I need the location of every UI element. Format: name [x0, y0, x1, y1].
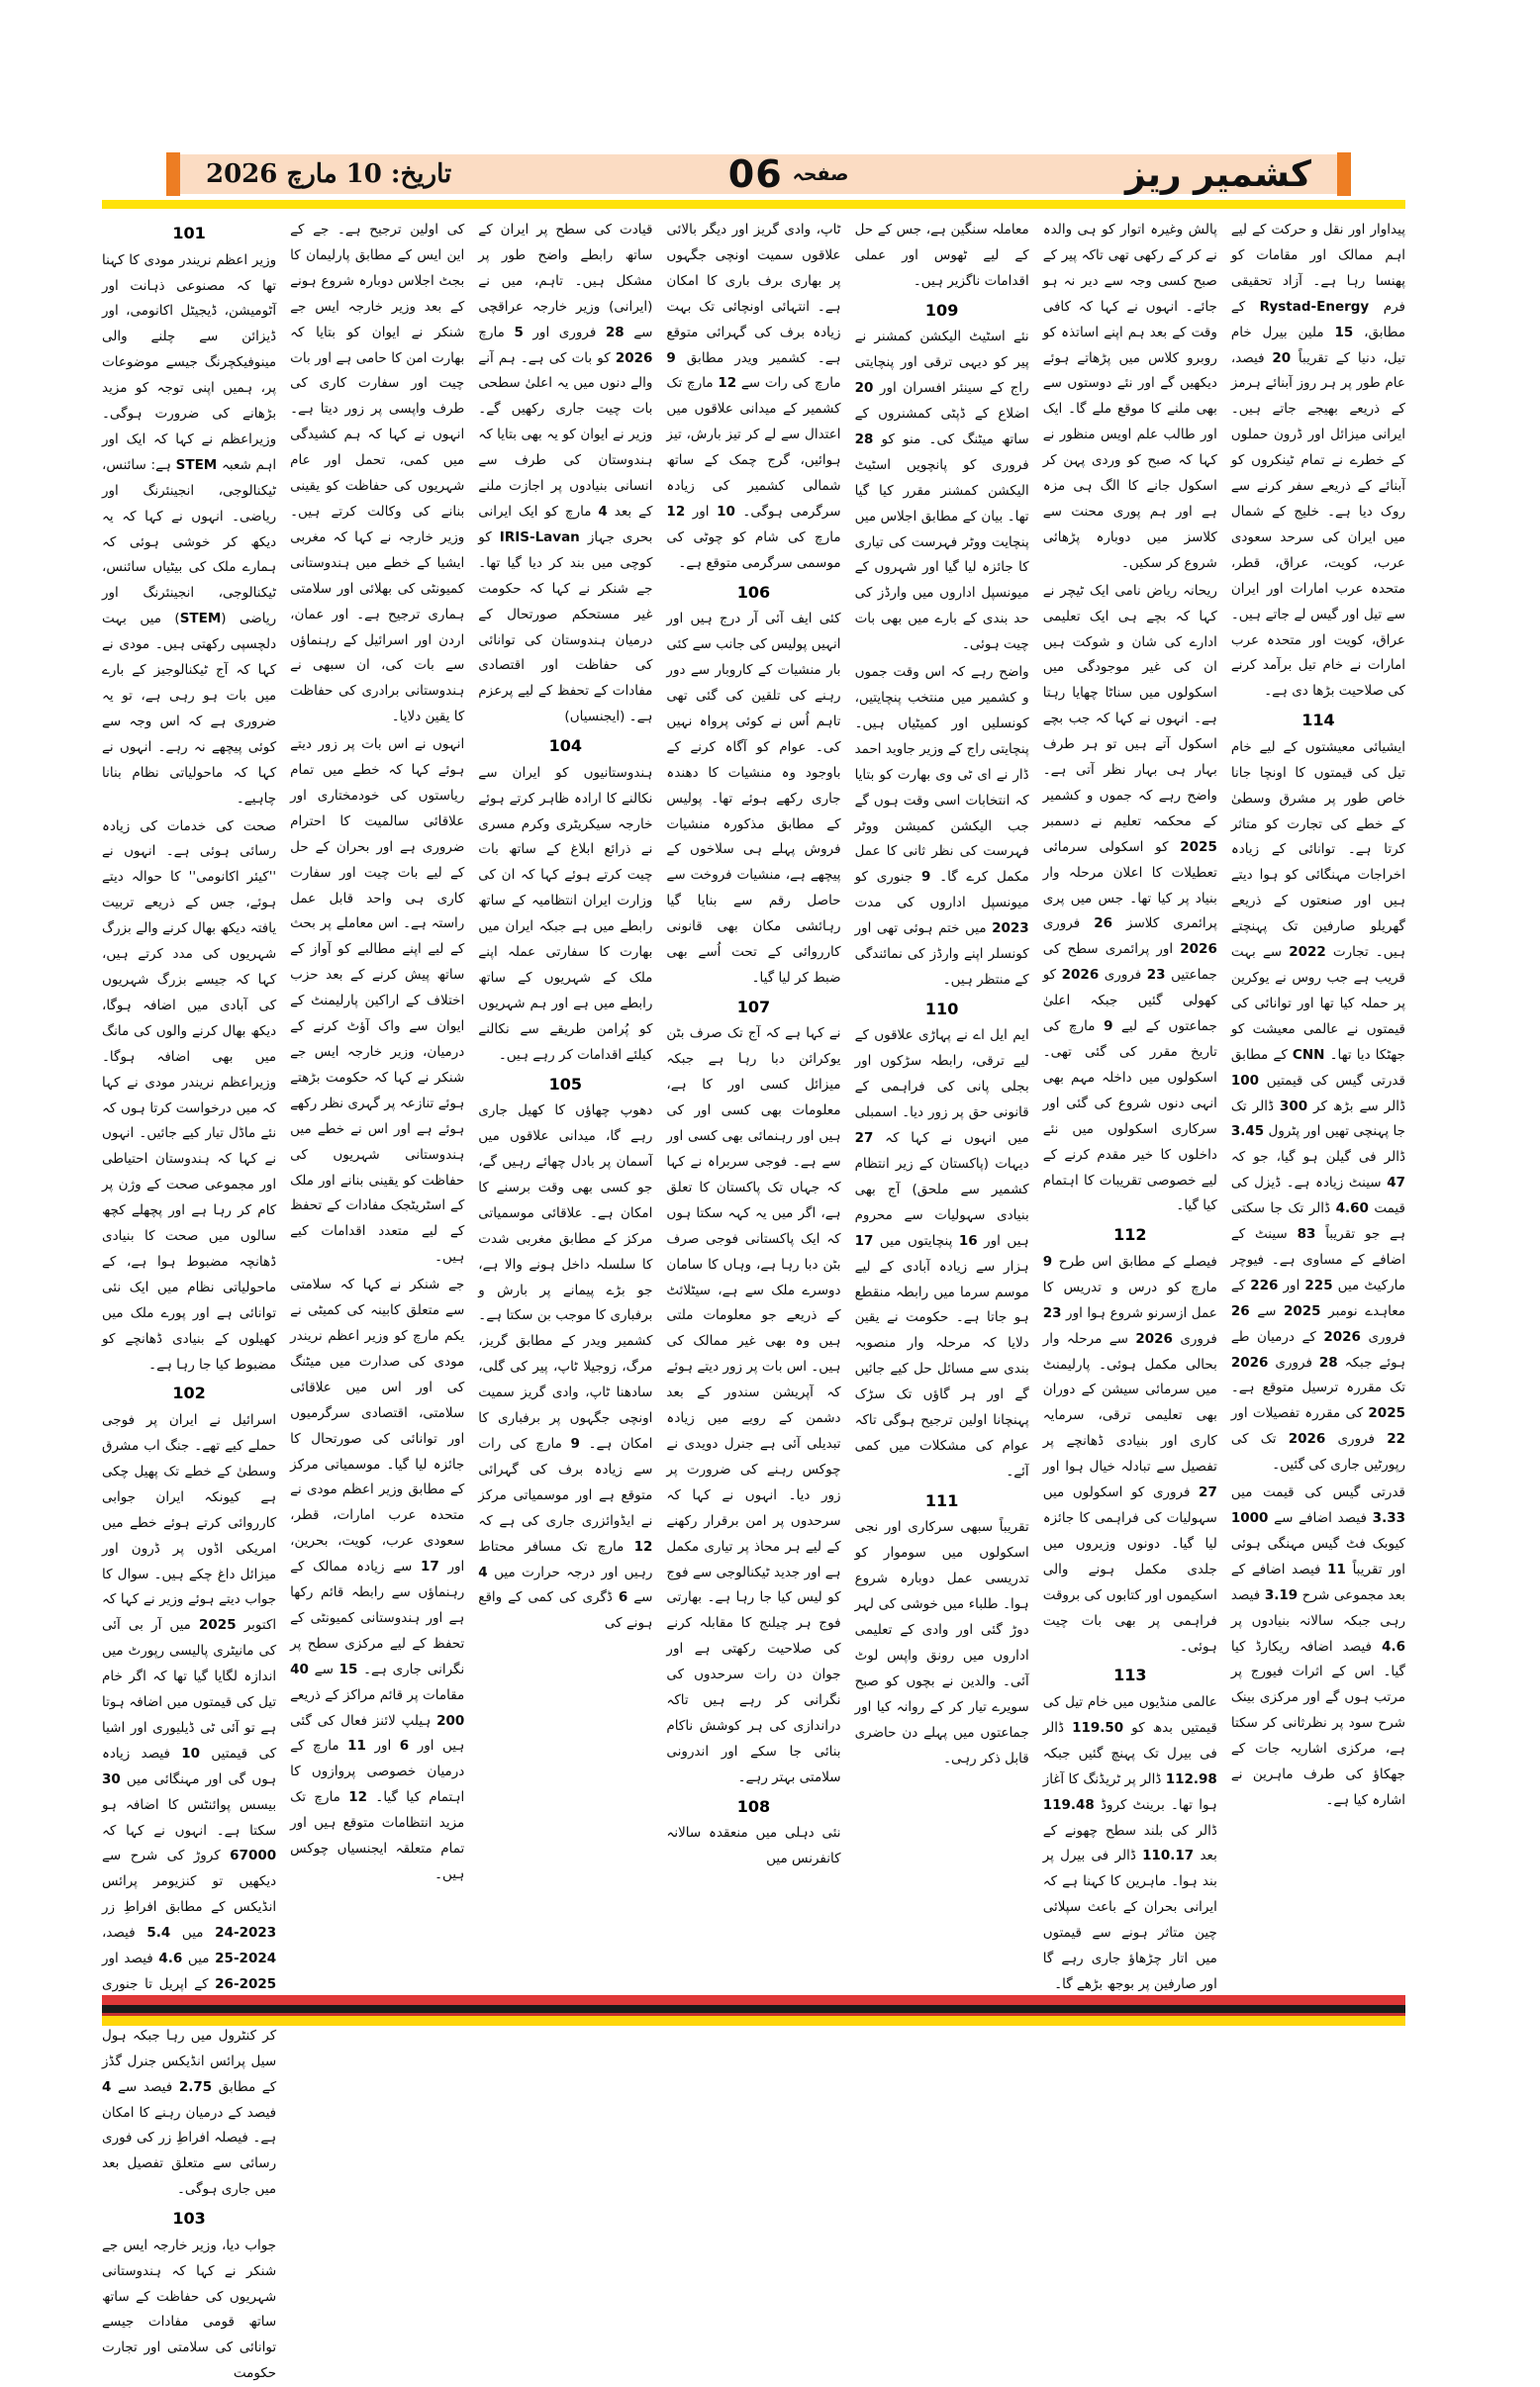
article-paragraph: معاملہ سنگین ہے، جس کے حل کے لیے ٹھوس اور عملی اقدامات ناگزیر ہیں۔ [854, 222, 1029, 289]
article-columns-area [102, 218, 1405, 2382]
article-paragraph: صحت کی خدمات کی زیادہ رسائی ہوئی ہے۔ انہوں نے ''کیئر اکانومی'' کا حوالہ دیتے ہوئے، جس کے ذریعے تربیت یافتہ دیکھ بھال کرنے والے بزرگ شہریوں کی مدد کرتے ہیں، کہا کہ جیسے بزرگ شہریوں کی آبادی میں اضافہ ہوگا، دیکھ بھال کرنے والوں کی مانگ میں بھی اضافہ ہوگا۔ وزیراعظم نریندر مودی نے کہا کہ میں درخواست کرتا ہوں کہ نئے ماڈل تیار کیے جائیں۔ انہوں نے کہا کہ ہندوستان احتیاطی اور مجموعی صحت کے وژن پر کام کر رہا ہے اور پچھلے کچھ سالوں میں صحت کا بنیادی ڈھانچہ مضبوط ہوا ہے، کے ماحولیاتی نظام میں ایک نئی توانائی ہے اور پورے ملک میں کھیلوں کے بنیادی ڈھانچے کو مضبوط کیا جا رہا ہے۔ [102, 817, 277, 1373]
article-paragraph: تقریباً سبھی سرکاری اور نجی اسکولوں میں سوموار کو تدریسی عمل دوبارہ شروع ہوا۔ طلباء میں خوشی کی لہر دوڑ گئی اور وادی کے تعلیمی اداروں میں رونق واپس لوٹ آئی۔ والدین نے بچوں کو صبح سویرے تیار کر کے روانہ کیا اور جماعتوں میں پہلے دن حاضری قابل ذکر رہی۔ [854, 1519, 1029, 1766]
article-paragraph: ہندوستانیوں کو ایران سے نکالنے کا ارادہ ظاہر کرتے ہوئے خارجہ سیکریٹری وکرم مسری نے ذرائع ابلاغ کے ساتھ بات چیت کرتے ہوئے کہا کہ ان کی وزارت ایران انتظامیہ کے ساتھ رابطے میں ہے جبکہ ایران میں بھارت کا سفارتی عملہ اپنے ملک کے شہریوں کے ساتھ رابطے میں ہے اور ہم شہریوں کو پُرامن طریقے سے نکالنے کیلئے اقدامات کر رہے ہیں۔ [478, 764, 653, 1063]
news-column-2 [290, 218, 464, 1989]
header-content [180, 154, 1337, 194]
masthead-title: کشمیر ریز [1125, 153, 1311, 195]
article-number: 113 [1113, 1666, 1147, 1685]
news-column-5 [855, 218, 1029, 1989]
article-paragraph: قیادت کی سطح پر ایران کے ساتھ رابطے واضح طور پر مشکل ہیں۔ تاہم، میں نے (ایرانی) وزیر خارجہ عراقچی سے 28 فروری اور 5 مارچ 2026 کو بات کی ہے۔ ہم آنے والے دنوں میں یہ اعلیٰ سطحی بات چیت جاری رکھیں گے۔ وزیر نے ایوان کو یہ بھی بتایا کہ ہندوستان کی طرف سے انسانی بنیادوں پر اجازت ملنے کے بعد 4 مارچ کو ایک ایرانی بحری جہاز IRIS-Lavan کو کوچی میں بند کر دیا گیا تھا۔ جے شنکر نے کہا کہ حکومت غیر مستحکم صورتحال کے درمیان ہندوستان کی توانائی کی حفاظت اور اقتصادی مفادات کے تحفظ کے لیے پرعزم ہے۔ (ایجنسیاں) [478, 222, 653, 725]
article-paragraph: عالمی منڈیوں میں خام تیل کی قیمتیں بدھ کو 119.50 ڈالر فی بیرل تک پہنچ گئیں جبکہ 112.98 ڈالر پر ٹریڈنگ کا آغاز ہوا تھا۔ برینٹ کروڈ 119.48 ڈالر کی بلند سطح چھونے کے بعد 110.17 ڈالر فی بیرل پر بند ہوا۔ ماہرین کا کہنا ہے کہ ایرانی بحران کے باعث سپلائی چین متاثر ہونے سے قیمتوں میں اتار چڑھاؤ جاری رہے گا اور صارفین پر بوجھ بڑھے گا۔ [1042, 1694, 1217, 1992]
article-paragraph: ایشیائی معیشتوں کے لیے خام تیل کی قیمتوں کا اونچا جانا خاص طور پر مشرق وسطیٰ کے خطے کی تجارت کو متاثر کرتا ہے۔ توانائی کے زیادہ اخراجات مہنگائی کو ہوا دیتے ہیں اور صنعتوں کے ذریعے گھریلو صارفین تک پہنچتے ہیں۔ تجارت 2022 سے بہت قریب ہے جب روس نے یوکرین پر حملہ کیا تھا اور توانائی کی قیمتوں نے عالمی معیشت کو جھٹکا دیا تھا۔ CNN کے مطابق قدرتی گیس کی قیمتیں 100 ڈالر سے بڑھ کر 300 ڈالر تک جا پہنچی تھیں اور پٹرول 3.45 ڈالر فی گیلن ہو گیا، جو کہ 47 سینٹ زیادہ ہے۔ ڈیزل کی قیمت 4.60 ڈالر تک جا سکتی ہے جو تقریباً 83 سینٹ کے اضافے کے مساوی ہے۔ فیوچر مارکیٹ میں 225 اور 226 کے معاہدے نومبر 2025 سے 26 فروری 2026 کے درمیان طے ہوئے جبکہ 28 فروری 2026 تک مقررہ ترسیل متوقع ہے۔ 2025 کی مقررہ تفصیلات اور 22 فروری 2026 تک کی رپورٹیں جاری کی گئیں۔ [1230, 738, 1405, 1474]
article-number: 110 [924, 999, 959, 1018]
news-column-6 [1042, 218, 1217, 1992]
page-number: 06 [727, 152, 783, 196]
article-number: 106 [736, 582, 771, 602]
news-column-1 [102, 218, 277, 2382]
article-paragraph: کی اولین ترجیح ہے۔ جے کے این ایس کے مطابق پارلیمان کا بجٹ اجلاس دوبارہ شروع ہونے کے بعد وزیر خارجہ ایس جے شنکر نے ایوان کو بتایا کہ بھارت امن کا حامی ہے اور بات چیت اور سفارت کاری کی طرف واپسی پر زور دیتا ہے۔ انہوں نے کہا کہ ہم کشیدگی میں کمی، تحمل اور عام شہریوں کی حفاظت کو یقینی بنانے کی وکالت کرتے ہیں۔ وزیر خارجہ نے کہا کہ مغربی ایشیا کے خطے میں ہندوستانی کمیونٹی کی بھلائی اور سلامتی ہماری ترجیح ہے۔ اور عمان، اردن اور اسرائیل کے رہنماؤں سے بات کی، ان سبھی نے ہندوستانی برادری کی حفاظت کا یقین دلایا۔ [290, 222, 465, 725]
article-paragraph: نے کہا ہے کہ آج تک صرف بٹن یوکرائن دبا رہا ہے جبکہ میزائل کسی اور کا ہے، معلومات بھی کسی اور کی ہیں اور رہنمائی بھی کسی اور سے ہے۔ فوجی سربراہ نے کہا کہ جہاں تک پاکستان کا تعلق ہے، اگر میں یہ کہہ سکتا ہوں کہ ایک پاکستانی فوجی صرف بٹن دبا رہا ہے، وہاں کا سامان دوسرے ملک سے ہے، سیٹلائٹ کے ذریعے جو معلومات ملتی ہیں وہ بھی غیر ممالک کی ہیں۔ اس بات پر زور دیتے ہوئے کہ آپریشن سندور کے بعد دشمن کے رویے میں زیادہ تبدیلی آئی ہے جنرل دویدی نے چوکس رہنے کی ضرورت پر زور دیا۔ انہوں نے کہا کہ سرحدوں پر امن برقرار رکھنے کے لیے ہر محاذ پر تیاری مکمل ہے اور جدید ٹیکنالوجی سے فوج کو لیس کیا جا رہا ہے۔ بھارتی فوج ہر چیلنج کا مقابلہ کرنے کی صلاحیت رکھتی ہے اور جوان دن رات سرحدوں کی نگرانی کر رہے ہیں تاکہ دراندازی کی ہر کوشش ناکام بنائی جا سکے اور اندرونی سلامتی بہتر رہے۔ [666, 1025, 841, 1785]
article-paragraph: جواب دیا، وزیر خارجہ ایس جے شنکر نے کہا کہ ہندوستانی شہریوں کی حفاظت کے ساتھ ساتھ قومی مفادات جیسے توانائی کی سلامتی اور تجارت حکومت [102, 2237, 277, 2382]
news-column-4 [666, 218, 840, 1989]
article-number: 108 [736, 1796, 771, 1816]
article-paragraph: نئی دہلی میں منعقدہ سالانہ کانفرنس میں [666, 1825, 841, 1867]
header-left-accent-square [166, 152, 180, 196]
article-paragraph: پیداوار اور نقل و حرکت کے لیے اہم ممالک اور مقامات کو پھنسا رہا ہے۔ آزاد تحقیقی فرم Rystad-Energy کے مطابق، 15 ملین بیرل خام تیل، دنیا کے تقریباً 20 فیصد، عام طور پر ہر روز آبنائے ہرمز کے ذریعے بھیجے جاتے ہیں۔ ایرانی میزائل اور ڈرون حملوں کے خطرے نے تمام ٹینکروں کو آبنائے کے ذریعے سفر کرنے سے روک دیا ہے۔ خلیج کے شمال میں ایران کی سرحد سعودی عرب، کویت، عراق، قطر، متحدہ عرب امارات اور ایران سے تیل اور گیس لے جاتے ہیں۔ عراق، کویت اور متحدہ عرب امارات نے خام تیل برآمد کرنے کی صلاحیت بڑھا دی ہے۔ [1230, 222, 1405, 700]
article-number: 102 [172, 1384, 206, 1403]
page-word-label: صفحہ [792, 163, 849, 185]
news-column-3 [478, 218, 652, 1989]
article-paragraph: اسرائیل نے ایران پر فوجی حملے کیے تھے۔ جنگ اب مشرق وسطیٰ کے خطے تک پھیل چکی ہے کیونکہ ایران جوابی کارروائی کرتے ہوئے خطے میں امریکی اڈوں پر ڈرون اور میزائل داغ چکے ہیں۔ سوال کا جواب دیتے ہوئے وزیر نے کہا کہ اکتوبر 2025 میں آر بی آئی کی مانیٹری پالیسی رپورٹ میں اندازہ لگایا گیا تھا کہ اگر خام تیل کی قیمتوں میں اضافہ ہوتا ہے تو آئی ٹی ڈیلیوری اور اشیا کی قیمتیں 10 فیصد زیادہ ہوں گی اور مہنگائی میں 30 بیسس پوائنٹس کا اضافہ ہو سکتا ہے۔ انہوں نے کہا کہ 67000 کروڑ کی شرح سے دیکھیں تو کنزیومر پرائس انڈیکس کے مطابق افراطِ زر 2023-24 میں 5.4 فیصد، 2024-25 میں 4.6 فیصد اور 2025-26 کے اپریل تا جنوری کر کنٹرول میں رہا جبکہ ہول سیل پرائس انڈیکس جنرل گڈز کے مطابق 2.75 فیصد سے 4 فیصد کے درمیان رہنے کا امکان ہے۔ فیصلہ افراطِ زر کی فوری رسائی سے متعلق تفصیل بعد میں جاری ہوگی۔ [102, 1412, 277, 2198]
article-paragraph: جے شنکر نے کہا کہ سلامتی سے متعلق کابینہ کی کمیٹی نے یکم مارچ کو وزیر اعظم نریندر مودی کی صدارت میں میٹنگ کی اور اس میں علاقائی سلامتی، اقتصادی سرگرمیوں اور توانائی کی صورتحال کا جائزہ لیا گیا۔ موسمیاتی مرکز کے مطابق وزیر اعظم مودی نے متحدہ عرب امارات، قطر، سعودی عرب، کویت، بحرین، اور 17 سے زیادہ ممالک کے رہنماؤں سے رابطہ قائم رکھا ہے اور ہندوستانی کمیونٹی کے تحفظ کے لیے مرکزی سطح پر نگرانی جاری ہے۔ 15 سے 40 مقامات پر قائم مراکز کے ذریعے 200 ہیلپ لائنز فعال کی گئی ہیں اور 6 اور 11 مارچ کے درمیان خصوصی پروازوں کا اہتمام کیا گیا۔ 12 مارچ تک مزید انتظامات متوقع ہیں اور تمام متعلقہ ایجنسیاں چوکس ہیں۔ [290, 1277, 465, 1882]
page-number-group [728, 152, 849, 196]
article-number: 103 [172, 2209, 206, 2229]
article-paragraph: فیصلے کے مطابق اس طرح 9 مارچ کو درس و تدریس کا عمل ازسرنو شروع ہوا اور 23 فروری 2026 سے مرحلہ وار بحالی مکمل ہوئی۔ پارلیمنٹ میں سرمائی سیشن کے دوران بھی تعلیمی ترقی، سرمایہ کاری اور بنیادی ڈھانچے پر تفصیل سے تبادلہ خیال ہوا اور 27 فروری کو اسکولوں میں سہولیات کی فراہمی کا جائزہ لیا گیا۔ دونوں وزیروں میں جلدی مکمل ہونے والی اسکیموں اور کتابوں کی بروقت فراہمی پر بھی بات چیت ہوئی۔ [1042, 1253, 1217, 1655]
footer-rule-4 [102, 2016, 1405, 2026]
article-paragraph: نئے اسٹیٹ الیکشن کمشنر نے پیر کو دیہی ترقی اور پنچایتی راج کے سینئر افسران اور 20 اضلاع کے ڈپٹی کمشنروں کے ساتھ میٹنگ کی۔ منو کو 28 فروری کو پانچویں اسٹیٹ الیکشن کمشنر مقرر کیا گیا تھا۔ بیان کے مطابق اجلاس میں پنچایت ووٹر فہرست کی تیاری کا جائزہ لیا گیا اور شہروں کے میونسپل اداروں میں وارڈز کی حد بندی کے بارے میں بھی بات چیت ہوئی۔ [854, 329, 1029, 653]
article-number: 107 [736, 997, 771, 1016]
article-paragraph: کئی ایف آئی آر درج ہیں اور انہیں پولیس کی جانب سے کئی بار منشیات کے کاروبار سے دور رہنے کی تلقین کی گئی تھی تاہم اُس نے کوئی پرواہ نہیں کی۔ عوام کو آگاہ کرنے کے باوجود وہ منشیات کا دھندہ جاری رکھے ہوئے تھا۔ پولیس کے مطابق مذکورہ منشیات فروش پہلے ہی سلاخوں کے پیچھے ہے، منشیات فروخت سے حاصل رقم سے بنایا گیا رہائشی مکان بھی قانونی کارروائی کے تحت اُسے بھی ضبط کر لیا گیا۔ [666, 611, 841, 986]
article-paragraph: پالش وغیرہ اتوار کو ہی والدہ نے کر کے رکھی تھی تاکہ پیر کے صبح کسی وجہ سے دیر نہ ہو جائے۔ انہوں نے کہا کہ کافی وقت کے بعد ہم اپنے اساتذہ کو روبرو کلاس میں پڑھاتے ہوئے دیکھیں گے اور نئے دوستوں سے بھی ملنے کا موقع ملے گا۔ ایک اور طالب علم اویس منظور نے کہا کہ صبح کو وردی پہن کر اسکول جانے کا الگ ہی مزہ ہے اور ہم پوری محنت سے کلاسز میں دوبارہ پڑھائی شروع کر سکیں۔ [1042, 222, 1217, 571]
article-number: 101 [172, 224, 206, 242]
article-number: 109 [924, 300, 959, 320]
masthead-bar [166, 152, 1351, 196]
article-paragraph: ریحانہ ریاض نامی ایک ٹیچر نے کہا کہ بچے ہی ایک تعلیمی ادارے کی شان و شوکت ہیں ان کی غیر موجودگی میں اسکولوں میں سناٹا چھایا رہتا ہے۔ انہوں نے کہا کہ جب بچے اسکول آتے ہیں تو ہر طرف بہار ہی بہار نظر آتی ہے۔ واضح رہے کہ جموں و کشمیر کے محکمہ تعلیم نے دسمبر 2025 کو اسکولی سرمائی تعطیلات کا اعلان مرحلہ وار بنیاد پر کیا تھا۔ جس میں پری پرائمری کلاسز 26 فروری 2026 اور پرائمری سطح کی جماعتیں 23 فروری 2026 کو کھولی گئیں جبکہ اعلیٰ جماعتوں کے لیے 9 مارچ کی تاریخ مقرر کی گئی تھی۔ اسکولوں میں داخلہ مہم بھی انہی دنوں شروع کی گئی اور سرکاری اسکولوں میں نئے داخلوں کا خیر مقدم کرنے کے لیے خصوصی تقریبات کا اہتمام کیا گیا۔ [1042, 582, 1217, 1214]
article-paragraph: دھوپ چھاؤں کا کھیل جاری رہے گا، میدانی علاقوں میں آسمان پر بادل چھائے رہیں گے، جو کسی بھی وقت برسنے کا امکان ہے۔ علاقائی موسمیاتی مرکز کے مطابق مغربی شدت کا سلسلہ داخل ہونے والا ہے، جو بڑے پیمانے پر بارش و برفباری کا موجب بن سکتا ہے۔ کشمیر ویدر کے مطابق گریز، مرگ، زوجیلا ٹاپ، پیر کی گلی، سادھنا ٹاپ، وادی گریز سمیت اونچی جگہوں پر برفباری کا امکان ہے۔ 9 مارچ کی رات سے زیادہ برف کی گہرائی متوقع ہے اور موسمیاتی مرکز نے ایڈوائزری جاری کی ہے کہ 12 مارچ تک مسافر محتاط رہیں اور درجہ حرارت میں 4 سے 6 ڈگری کی کمی کے واقع ہونے کی [478, 1102, 653, 1632]
article-paragraph: انہوں نے اس بات پر زور دیتے ہوئے کہا کہ خطے میں تمام ریاستوں کی خودمختاری اور علاقائی سالمیت کا احترام ضروری ہے اور بحران کے حل کے لیے بات چیت اور سفارت کاری ہی واحد قابل عمل راستہ ہے۔ اس معاملے پر بحث کے لیے اپنے مطالبے کو آواز کے ساتھ پیش کرنے کے بعد حزب اختلاف کے اراکین پارلیمنٹ کے ایوان سے واک آؤٹ کرنے کے درمیان، وزیر خارجہ ایس جے شنکر نے کہا کہ حکومت بڑھتے ہوئے تنازعہ پر گہری نظر رکھے ہوئے ہے اور اس نے خطے میں ہندوستانی شہریوں کی حفاظت کو یقینی بنانے اور ملک کے اسٹریٹجک مفادات کے تحفظ کے لیے متعدد اقدامات کیے ہیں۔ [290, 736, 465, 1266]
article-number: 112 [1113, 1225, 1147, 1245]
article-number: 114 [1301, 711, 1335, 730]
article-paragraph: واضح رہے کہ اس وقت جموں و کشمیر میں منتخب پنچایتیں، کونسلیں اور کمیٹیاں ہیں۔ پنچایتی راج کے وزیر جاوید احمد ڈار نے ای ٹی وی بھارت کو بتایا کہ انتخابات اسی وقت ہوں گے جب الیکشن کمیشن ووٹر فہرست کی نظر ثانی کا عمل مکمل کرے گا۔ 9 جنوری کو میونسپل اداروں کی مدت 2023 میں ختم ہوئی تھی اور کونسلر اپنے وارڈز کی نمائندگی کے منتظر ہیں۔ [854, 664, 1029, 988]
footer-rule-1 [102, 1995, 1405, 2005]
article-paragraph: وزیر اعظم نریندر مودی کا کہنا تھا کہ مصنوعی ذہانت اور آٹومیشن، ڈیجیٹل اکانومی، اور ڈیزائن سے چلنے والی مینوفیکچرنگ جیسے موضوعات پر، ہمیں اپنی توجہ کو مزید بڑھانے کی ضرورت ہوگی۔ وزیراعظم نے کہا کہ ایک اور اہم شعبہ STEM ہے: سائنس، ٹیکنالوجی، انجینئرنگ اور ریاضی۔ انہوں نے کہا کہ یہ دیکھ کر خوشی ہوئی کہ ہمارے ملک کی بیٹیاں سائنس، ٹیکنالوجی، انجینئرنگ اور ریاضی (STEM) میں بہت دلچسپی رکھتی ہیں۔ مودی نے کہا کہ آج ٹیکنالوجیز کے بارے میں بات ہو رہی ہے، تو یہ ضروری ہے کہ اس وجہ سے کوئی پیچھے نہ رہے۔ انہوں نے کہا کہ ماحولیاتی نظام بنانا چاہیے۔ [102, 251, 277, 807]
yellow-rule [102, 200, 1405, 209]
header-right-accent-square [1337, 152, 1351, 196]
article-paragraph: قدرتی گیس کی قیمت میں 3.33 فیصد اضافے سے 1000 کیوبک فٹ گیس مہنگی ہوئی اور تقریباً 11 فیصد اضافے کے بعد مجموعی شرح 3.19 فیصد رہی جبکہ سالانہ بنیادوں پر 4.6 فیصد اضافہ ریکارڈ کیا گیا۔ اس کے اثرات فیورج پر مرتب ہوں گے اور مرکزی بینک شرح سود پر نظرثانی کر سکتا ہے، مرکزی اشاریہ جات کے جھکاؤ کی طرف ماہرین نے اشارہ کیا ہے۔ [1230, 1484, 1405, 1808]
news-column-7 [1231, 218, 1405, 1989]
article-number: 105 [548, 1074, 583, 1094]
article-paragraph: ٹاپ، وادی گریز اور دیگر بالائی علاقوں سمیت اونچی جگہوں پر بھاری برف باری کا امکان ہے۔ انتہائی اونچائی تک بہت زیادہ برف کی گہرائی متوقع ہے۔ کشمیر ویدر مطابق 9 مارچ کی رات سے 12 مارچ تک کشمیر کے میدانی علاقوں میں اعتدال سے لے کر تیز بارش، تیز ہوائیں، گرج چمک کے ساتھ شمالی کشمیر کی زیادہ سرگرمی ہوگی۔ 10 اور 12 مارچ کی شام کو چوٹی کی موسمی سرگرمی متوقع ہے۔ [666, 222, 841, 571]
article-paragraph: ایم ایل اے نے پہاڑی علاقوں کے لیے ترقی، رابطہ سڑکوں اور بجلی پانی کی فراہمی کے قانونی حق پر زور دیا۔ اسمبلی میں انہوں نے کہا کہ 27 دیہات (پاکستان کے زیر انتظام کشمیر سے ملحق) آج بھی بنیادی سہولیات سے محروم ہیں اور 16 پنچایتوں میں 17 ہزار سے زیادہ آبادی کے لیے موسم سرما میں رابطہ منقطع ہو جاتا ہے۔ حکومت نے یقین دلایا کہ مرحلہ وار منصوبہ بندی سے مسائل حل کیے جائیں گے اور ہر گاؤں تک سڑک پہنچانا اولین ترجیح ہوگی تاکہ عوام کی مشکلات میں کمی آئے۔ [854, 1027, 1029, 1480]
footer-rule-2 [102, 2005, 1405, 2013]
article-number: 111 [924, 1490, 959, 1510]
date-label: تاریخ: 10 مارچ 2026 [206, 159, 452, 189]
article-number: 104 [548, 736, 583, 756]
footer-rules [102, 1995, 1405, 2026]
